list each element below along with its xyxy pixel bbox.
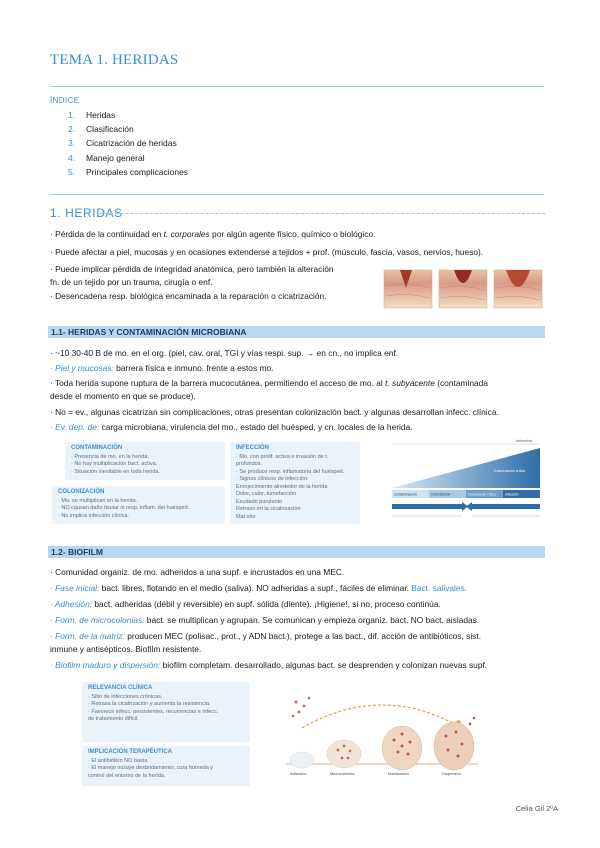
paragraph: · Pérdida de la continuidad en t. corporales por algún agente físico, químico o biológico. [50, 229, 376, 239]
infection-continuum-diagram [384, 436, 546, 528]
index-item[interactable]: 5. Principales complicaciones [68, 166, 189, 177]
section-dashed-rule [100, 213, 545, 214]
paragraph: inmune y antisépticos. Biofilm resistente. [50, 644, 202, 654]
paragraph: · Fase inicial: bact. libres, flotando en el medio (saliva). NO adheridas a supf., fáciles de eliminar. Bact. salivales. [50, 583, 468, 593]
colonization-box: COLONIZACIÓN · Mo. se multiplican en la herida. · NO causan daño tisular ni resp. inflam. del huésped. · No implica infección clínica. [52, 486, 225, 524]
diagram-bar-label: Colonización [431, 492, 451, 497]
paragraph: · Biofilm maduro y dispersión: biofilm completam. desarrollado, algunas bact. se desprenden y colonizan nuevas supf. [50, 660, 488, 670]
paragraph: · Puede implicar pérdida de integridad anatómica, pero también la alteración [50, 264, 334, 274]
stage-label: Microcolonias [330, 771, 355, 776]
page-footer: Celia Gil 2ºA [515, 804, 558, 813]
paragraph: · Desencadena resp. biológica encaminada a la reparación o cicatrización. [50, 291, 327, 301]
paragraph: · Piel y mucosas: barrera física e inmuno. frente a estos mo. [50, 363, 274, 373]
diagram-bar-label: Infección [505, 492, 519, 497]
subsection-band: 1.2- BIOFILM [48, 546, 545, 558]
index-list [68, 108, 188, 179]
paragraph: · Ev. dep. de: carga microbiana, virulencia del mo., estado del huésped, y cn. locales de la herida. [50, 422, 413, 432]
index-divider [50, 194, 544, 195]
paragraph: · Adhesión: bact. adheridas (débil y reversible) en supf. sólida (diente). ¡Higiene!, si no, proceso continúa. [50, 599, 441, 609]
paragraph: · Form. de microcolonias: bact. se multiplican y agrupan. Se comunican y empieza organiz. bact. NO bact. aisladas. [50, 615, 480, 625]
infection-box: INFECCIÓN · Mo. con prolif. activa e invasión de t. profundos. · Se produce resp. inflamatoria del huésped. · Signos clínicos de infección: Enrojecimiento alrededor de la herida Dolor, calor, tumefacción Exudado purulento Retraso en la cicatrización Mal olor [230, 442, 360, 524]
paragraph: · Comunidad organiz. de mo. adheridos a una supf. e incrustados en una MEC. [50, 567, 345, 577]
subsection-band: 1.1- HERIDAS Y CONTAMINACIÓN MICROBIANA [48, 326, 545, 338]
diagram-bar-label: Contaminación [394, 492, 417, 497]
index-item[interactable]: 1. Heridas [68, 110, 116, 120]
index-item[interactable]: 3. Cicatrización de heridas [68, 138, 177, 149]
page-title: TEMA 1. HERIDAS [50, 52, 179, 68]
contamination-box: CONTAMINACIÓN · Presencia de mo. en la herida. · No hay multiplicación bact. activa. · Situación inevitable en toda herida. [65, 442, 225, 480]
paragraph: · No = ev., algunas cicatrizan sin complicaciones, otras presentan colonización bact. y algunas desarrollan infecc. clínica. [50, 407, 499, 417]
paragraph: · Form. de la matriz: producen MEC (polisac., prot., y ADN bact.), protege a las bact., dif. acción de antibióticos, sist. [50, 631, 482, 641]
stage-label: Adhesión [290, 771, 307, 776]
skin-wound-illustration [382, 266, 546, 310]
index-item[interactable]: 2. Clasificación [68, 124, 134, 135]
index-heading: ÍNDICE [50, 96, 80, 105]
biofilm-lifecycle-illustration [282, 688, 482, 780]
paragraph: · Toda herida supone ruptura de la barrera mucocutánea, permitiendo el acceso de mo. al t. subyacente (contaminada [50, 378, 488, 388]
paragraph: fn. de un tejido por un trauma, cirugía o enf. [50, 277, 213, 287]
clinical-relevance-box: RELEVANCIA CLÍNICA · Sitio de infecciones crónicas. · Retrasa la cicatrización y aumenta la resistencia. · Favorece infecc. persistentes, recurrencias e infecc. de tratamiento difícil. [82, 682, 250, 742]
stage-label: Dispersión [442, 771, 461, 776]
diagram-bar-label: Colonización crítica [468, 492, 496, 497]
paragraph: desde el momento en que se produce). [50, 391, 196, 401]
therapeutic-box: IMPLICACIÓN TERAPÉUTICA · El antibiótico NO basta. · El manejo incluye desbridamiento, cura húmeda y control del entorno de la herida. [82, 746, 250, 786]
index-item[interactable]: 4. Manejo general [68, 152, 145, 163]
paragraph: · Puede afectar a piel, mucosas y en ocasiones extenderse a tejidos + prof. (músculo, fascia, vasos, nervios, hueso). [50, 247, 484, 257]
section-heading: 1. HERIDAS [50, 206, 123, 220]
title-divider [50, 86, 544, 87]
diagram-mid-label: Colonización crítica [494, 469, 526, 473]
paragraph: · ~10 30-40 B de mo. en el org. (piel, cav. oral, TGI y vías respi. sup. → en cn., no implica enf. [50, 348, 399, 358]
stage-label: Maduración [388, 771, 409, 776]
diagram-top-label: Infección [516, 438, 533, 443]
